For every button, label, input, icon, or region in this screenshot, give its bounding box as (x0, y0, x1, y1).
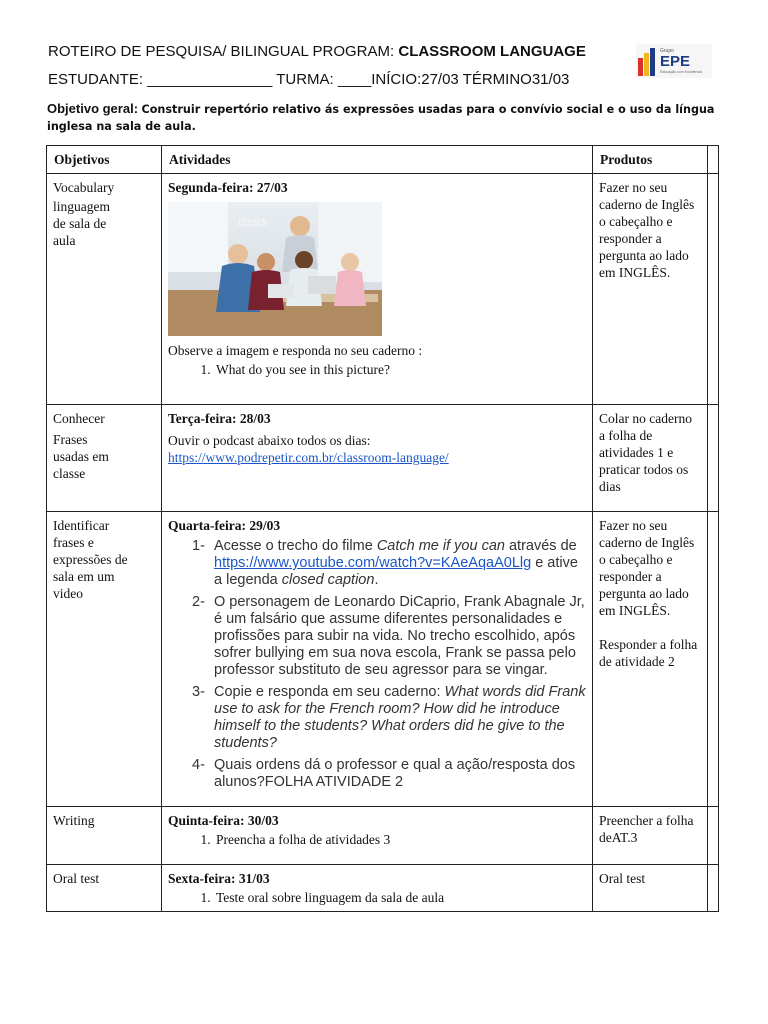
table-row (47, 807, 719, 865)
day-label: Quinta-feira: 30/03 (168, 813, 279, 828)
table-row (47, 405, 719, 512)
podcast-link[interactable]: https://www.podrepetir.com.br/classroom-language/ (168, 450, 449, 465)
list-item: 1. Preencha a folha de atividades 3 (214, 831, 586, 848)
activity-cell (162, 174, 593, 405)
movie-title: Catch me if you can (376, 538, 505, 554)
product-cell: Fazer no seu caderno de Inglês o cabeçalho e responder a pergunta ao lado em INGLÊS. (593, 174, 708, 405)
objective-title: Conhecer (53, 411, 105, 426)
epe-logo (636, 44, 712, 78)
day-label: Sexta-feira: 31/03 (168, 871, 270, 886)
objective-title: Identificar frases e expressões de sala em um video (53, 518, 128, 601)
questions-text: What words did Frank use to ask for the French room? How did he introduce himself to the students? What orders did he give to the students? (214, 684, 586, 751)
empty-cell (708, 405, 719, 512)
list-item (192, 684, 586, 752)
activity-instruction: Observe a imagem e responda no seu caderno : (168, 343, 423, 358)
objective-cell (47, 512, 162, 807)
objective-cell (47, 405, 162, 512)
product-cell: Oral test (593, 865, 708, 912)
activity-table (46, 145, 719, 912)
activity-cell (162, 865, 593, 912)
activity-cell (162, 807, 593, 865)
activity-cell (162, 405, 593, 512)
step-text: Copie e responda em seu caderno: (214, 684, 445, 700)
objective-label: Objetivo geral: (47, 101, 139, 116)
empty-cell (708, 865, 719, 912)
activity-cell (162, 512, 593, 807)
list-item: 1. What do you see in this picture? (214, 361, 586, 378)
list-item (192, 594, 586, 679)
classroom-photo (168, 202, 382, 336)
objective-detail: linguagem de sala de aula (53, 199, 110, 248)
header-produtos: Produtos (593, 146, 708, 174)
step-text: . (374, 572, 379, 588)
task-list (168, 889, 586, 906)
empty-cell (708, 807, 719, 865)
task-list (168, 831, 586, 848)
table-row (47, 512, 719, 807)
product-cell: Preencher a folha deAT.3 (593, 807, 708, 865)
logo-small-text: Grupo (660, 48, 674, 54)
objective-detail: Frases usadas em classe (53, 432, 109, 481)
document-title (48, 43, 586, 60)
table-row (47, 865, 719, 912)
title-topic: CLASSROOM LANGUAGE (398, 43, 586, 60)
objective-cell: Oral test (47, 865, 162, 912)
objective-cell: Writing (47, 807, 162, 865)
step-text: e ative a legenda (214, 555, 578, 588)
activity-steps (168, 538, 586, 791)
objective-text: Construir repertório relativo ás expressões usadas para o convívio social e o uso da língua inglesa na sala de aula. (47, 103, 715, 133)
objective-cell (47, 174, 162, 405)
youtube-link[interactable]: https://www.youtube.com/watch?v=KAeAqaA0Llg (214, 555, 532, 571)
header-objetivos: Objetivos (47, 146, 162, 174)
closed-caption-term: closed caption (281, 572, 375, 588)
table-row (47, 174, 719, 405)
empty-cell (708, 512, 719, 807)
list-item (192, 757, 586, 791)
general-objective (47, 100, 727, 135)
product-cell (593, 512, 708, 807)
objective-title: Vocabulary (53, 180, 115, 195)
step-number: 1- (192, 538, 205, 554)
table-header-row (47, 146, 719, 174)
step-text: O personagem de Leonardo DiCaprio, Frank Abagnale Jr, é um falsário que assume diferentes personalidades e profissões para subir na vida. No trecho escolhido, após sofrer bullying em sua nova escola, Frank se passa pelo professor substituto de seu agressor para se vingar. (214, 594, 585, 678)
step-text: através de (504, 538, 577, 554)
product-text: Fazer no seu caderno de Inglês o cabeçalho e responder a pergunta ao lado em INGLÊS. (599, 518, 695, 618)
step-number: 3- (192, 684, 205, 700)
list-item (192, 538, 586, 589)
logo-tagline: Educação com Excelência (660, 70, 703, 74)
step-number: 2- (192, 594, 205, 610)
empty-cell (708, 174, 719, 405)
product-text: Responder a folha de atividade 2 (599, 637, 698, 669)
question-list (168, 361, 586, 378)
photo-watermark: iStock (238, 217, 268, 229)
title-prefix: ROTEIRO DE PESQUISA/ BILINGUAL PROGRAM: (48, 43, 399, 60)
activity-instruction: Ouvir o podcast abaixo todos os dias: (168, 433, 371, 448)
step-text: Acesse o trecho do filme (214, 538, 377, 554)
day-label: Quarta-feira: 29/03 (168, 518, 281, 533)
header-atividades: Atividades (162, 146, 593, 174)
step-number: 4- (192, 757, 205, 773)
list-item: 1. Teste oral sobre linguagem da sala de aula (214, 889, 586, 906)
product-cell: Colar no caderno a folha de atividades 1 e praticar todos os dias (593, 405, 708, 512)
logo-name: EPE (660, 53, 691, 70)
step-text: Quais ordens dá o professor e qual a ação/resposta dos alunos?FOLHA ATIVIDADE 2 (214, 757, 576, 790)
student-info-line: ESTUDANTE: _______________ TURMA: ____INÍCIO:27/03 TÉRMINO31/03 (48, 71, 570, 88)
header-empty (708, 146, 719, 174)
day-label: Terça-feira: 28/03 (168, 411, 271, 426)
day-label: Segunda-feira: 27/03 (168, 180, 288, 195)
